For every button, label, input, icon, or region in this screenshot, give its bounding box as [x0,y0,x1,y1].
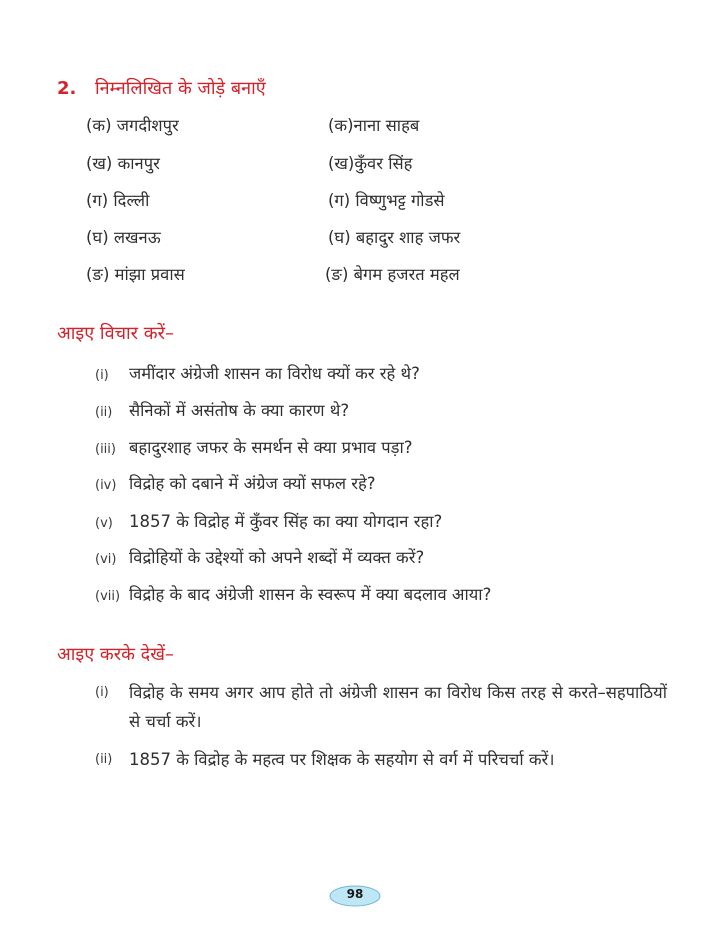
think-section-title: आइए विचार करें– [57,323,174,344]
question-text: विद्रोहियों के उद्देश्यों को अपने शब्दों में व्यक्त करें? [129,548,425,567]
activity-text: 1857 के विद्रोह के महत्व पर शिक्षक के सहयोग से वर्ग में परिचर्चा करें। [129,750,555,769]
roman-numeral: (i) [95,368,109,383]
think-question [95,471,376,494]
think-question [95,545,424,568]
question-text: 1857 के विद्रोह में कुँवर सिंह का क्या योगदान रहा? [129,512,443,531]
roman-numeral: (vii) [95,589,121,604]
page-number-badge [328,884,382,908]
question-text: जमींदार अंग्रेजी शासन का विरोध क्यों कर रहे थे? [129,364,420,383]
match-left-item: (ग) दिल्ली [86,191,150,210]
think-question [95,509,442,532]
roman-numeral: (ii) [95,752,113,767]
think-question [95,398,349,421]
question-text: विद्रोह को दबाने में अंग्रेज क्यों सफल रहे? [129,474,376,493]
question-text: विद्रोह के बाद अंग्रेजी शासन के स्वरूप में क्या बदलाव आया? [129,585,492,604]
match-right-item: (घ) बहादुर शाह जफर [328,228,461,247]
question-text: सैनिकों में असंतोष के क्या कारण थे? [129,401,350,420]
think-question [95,582,491,605]
question-number: 2. [57,78,77,99]
match-left-item: (ङ) मांझा प्रवास [86,265,185,284]
match-right-item: (ख)कुँवर सिंह [328,154,413,173]
roman-numeral: (iv) [95,478,117,493]
match-right-item: (ग) विष्णुभट्ट गोडसे [328,191,445,210]
roman-numeral: (i) [95,685,109,700]
match-left-item: (ख) कानपुर [86,154,160,173]
roman-numeral: (v) [95,516,113,531]
roman-numeral: (ii) [95,405,113,420]
match-right-item: (ङ) बेगम हजरत महल [325,265,460,284]
question-2-heading [57,76,266,100]
activity-item [95,678,667,736]
question-text: बहादुरशाह जफर के समर्थन से क्या प्रभाव पड़ा? [129,438,413,457]
activity-section-title: आइए करके देखें– [57,644,174,665]
activity-item [95,745,667,774]
think-question [95,361,420,384]
match-left-item: (घ) लखनऊ [86,228,161,247]
match-left-item: (क) जगदीशपुर [86,116,179,135]
roman-numeral: (iii) [95,442,116,457]
match-right-item: (क)नाना साहब [328,116,420,135]
question-title: निम्नलिखित के जोड़े बनाएँ [95,78,266,99]
activity-text: विद्रोह के समय अगर आप होते तो अंग्रेजी शासन का विरोध किस तरह से करते–सहपाठियों से चर्चा करें। [129,683,667,731]
roman-numeral: (vi) [95,552,117,567]
page-number: 98 [346,887,364,901]
think-question [95,435,413,458]
